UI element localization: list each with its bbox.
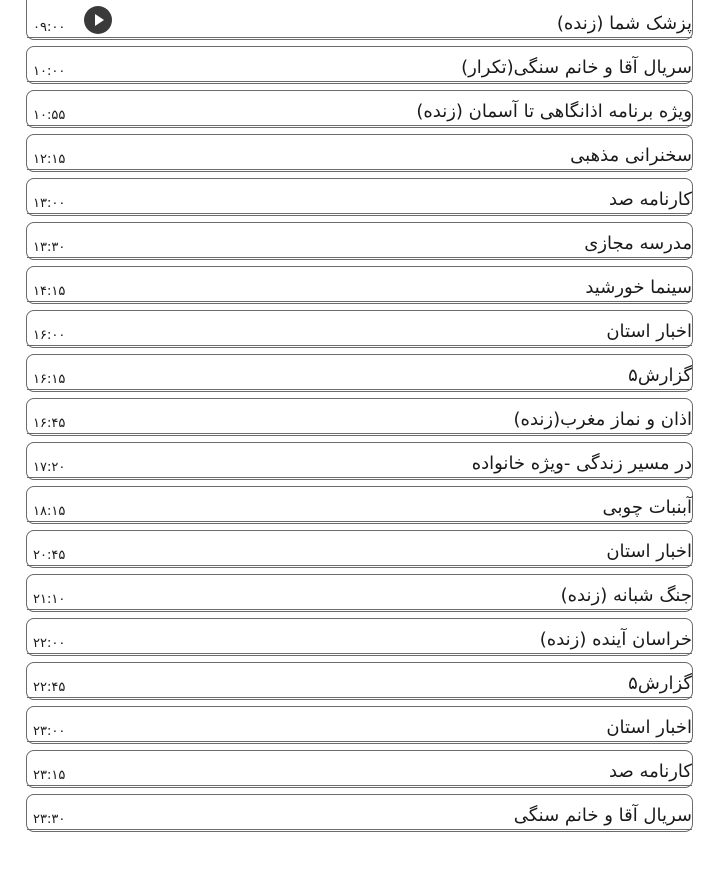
program-title: جنگ شبانه (زنده) xyxy=(560,585,692,606)
program-title: آبنبات چوبی xyxy=(602,497,692,518)
schedule-row[interactable] xyxy=(26,46,693,84)
program-time: ۱۶:۱۵ xyxy=(33,372,66,387)
program-time: ۲۲:۴۵ xyxy=(33,680,66,695)
play-icon[interactable] xyxy=(84,6,112,34)
program-title: سریال آقا و خانم سنگی xyxy=(513,805,692,826)
program-title: سینما خورشید xyxy=(585,277,692,298)
schedule-row[interactable] xyxy=(26,0,693,40)
program-title: کارنامه صد xyxy=(609,189,692,210)
program-title: سخنرانی مذهبی xyxy=(570,145,692,166)
schedule-row[interactable] xyxy=(26,222,693,260)
program-time: ۲۲:۰۰ xyxy=(33,636,66,651)
row-underline xyxy=(27,521,692,522)
row-underline xyxy=(27,741,692,742)
program-title: اذان و نماز مغرب(زنده) xyxy=(513,409,692,430)
row-underline xyxy=(27,609,692,610)
row-underline xyxy=(27,169,692,170)
program-time: ۱۰:۰۰ xyxy=(33,64,66,79)
row-underline xyxy=(27,37,692,38)
schedule-row[interactable] xyxy=(26,574,693,612)
program-title: اخبار استان xyxy=(606,541,692,562)
program-schedule xyxy=(26,0,693,832)
row-underline xyxy=(27,785,692,786)
program-title: کارنامه صد xyxy=(609,761,692,782)
row-underline xyxy=(27,653,692,654)
program-title: سریال آقا و خانم سنگی(تکرار) xyxy=(461,57,692,78)
schedule-row[interactable] xyxy=(26,486,693,524)
program-title: مدرسه مجازی xyxy=(584,233,692,254)
row-underline xyxy=(27,477,692,478)
schedule-row[interactable] xyxy=(26,398,693,436)
program-time: ۲۱:۱۰ xyxy=(33,592,66,607)
row-underline xyxy=(27,697,692,698)
program-time: ۱۰:۵۵ xyxy=(33,108,66,123)
row-underline xyxy=(27,389,692,390)
schedule-row[interactable] xyxy=(26,442,693,480)
schedule-row[interactable] xyxy=(26,90,693,128)
schedule-row[interactable] xyxy=(26,310,693,348)
schedule-row[interactable] xyxy=(26,750,693,788)
program-title: پزشک شما (زنده) xyxy=(556,13,692,34)
row-underline xyxy=(27,125,692,126)
row-underline xyxy=(27,81,692,82)
row-underline xyxy=(27,301,692,302)
program-title: ویژه برنامه اذانگاهی تا آسمان (زنده) xyxy=(416,101,692,122)
schedule-row[interactable] xyxy=(26,178,693,216)
program-title: گزارش۵ xyxy=(628,365,692,386)
schedule-row[interactable] xyxy=(26,662,693,700)
program-time: ۱۳:۰۰ xyxy=(33,196,66,211)
program-time: ۲۰:۴۵ xyxy=(33,548,66,563)
program-title: اخبار استان xyxy=(606,717,692,738)
program-time: ۱۴:۱۵ xyxy=(33,284,66,299)
program-time: ۰۹:۰۰ xyxy=(33,20,66,35)
program-time: ۲۳:۱۵ xyxy=(33,768,66,783)
program-time: ۱۲:۱۵ xyxy=(33,152,66,167)
row-underline xyxy=(27,433,692,434)
schedule-row[interactable] xyxy=(26,354,693,392)
row-underline xyxy=(27,565,692,566)
schedule-row[interactable] xyxy=(26,134,693,172)
program-time: ۲۳:۰۰ xyxy=(33,724,66,739)
row-underline xyxy=(27,257,692,258)
program-time: ۱۶:۰۰ xyxy=(33,328,66,343)
schedule-row[interactable] xyxy=(26,794,693,832)
row-underline xyxy=(27,829,692,830)
row-underline xyxy=(27,213,692,214)
program-time: ۲۳:۳۰ xyxy=(33,812,66,827)
schedule-row[interactable] xyxy=(26,706,693,744)
program-time: ۱۸:۱۵ xyxy=(33,504,66,519)
program-title: خراسان آینده (زنده) xyxy=(539,629,692,650)
program-title: گزارش۵ xyxy=(628,673,692,694)
program-time: ۱۶:۴۵ xyxy=(33,416,66,431)
program-time: ۱۳:۳۰ xyxy=(33,240,66,255)
schedule-row[interactable] xyxy=(26,266,693,304)
program-time: ۱۷:۲۰ xyxy=(33,460,66,475)
program-title: اخبار استان xyxy=(606,321,692,342)
program-title: در مسیر زندگی -ویژه خانواده xyxy=(471,453,692,474)
row-underline xyxy=(27,345,692,346)
schedule-row[interactable] xyxy=(26,618,693,656)
schedule-row[interactable] xyxy=(26,530,693,568)
